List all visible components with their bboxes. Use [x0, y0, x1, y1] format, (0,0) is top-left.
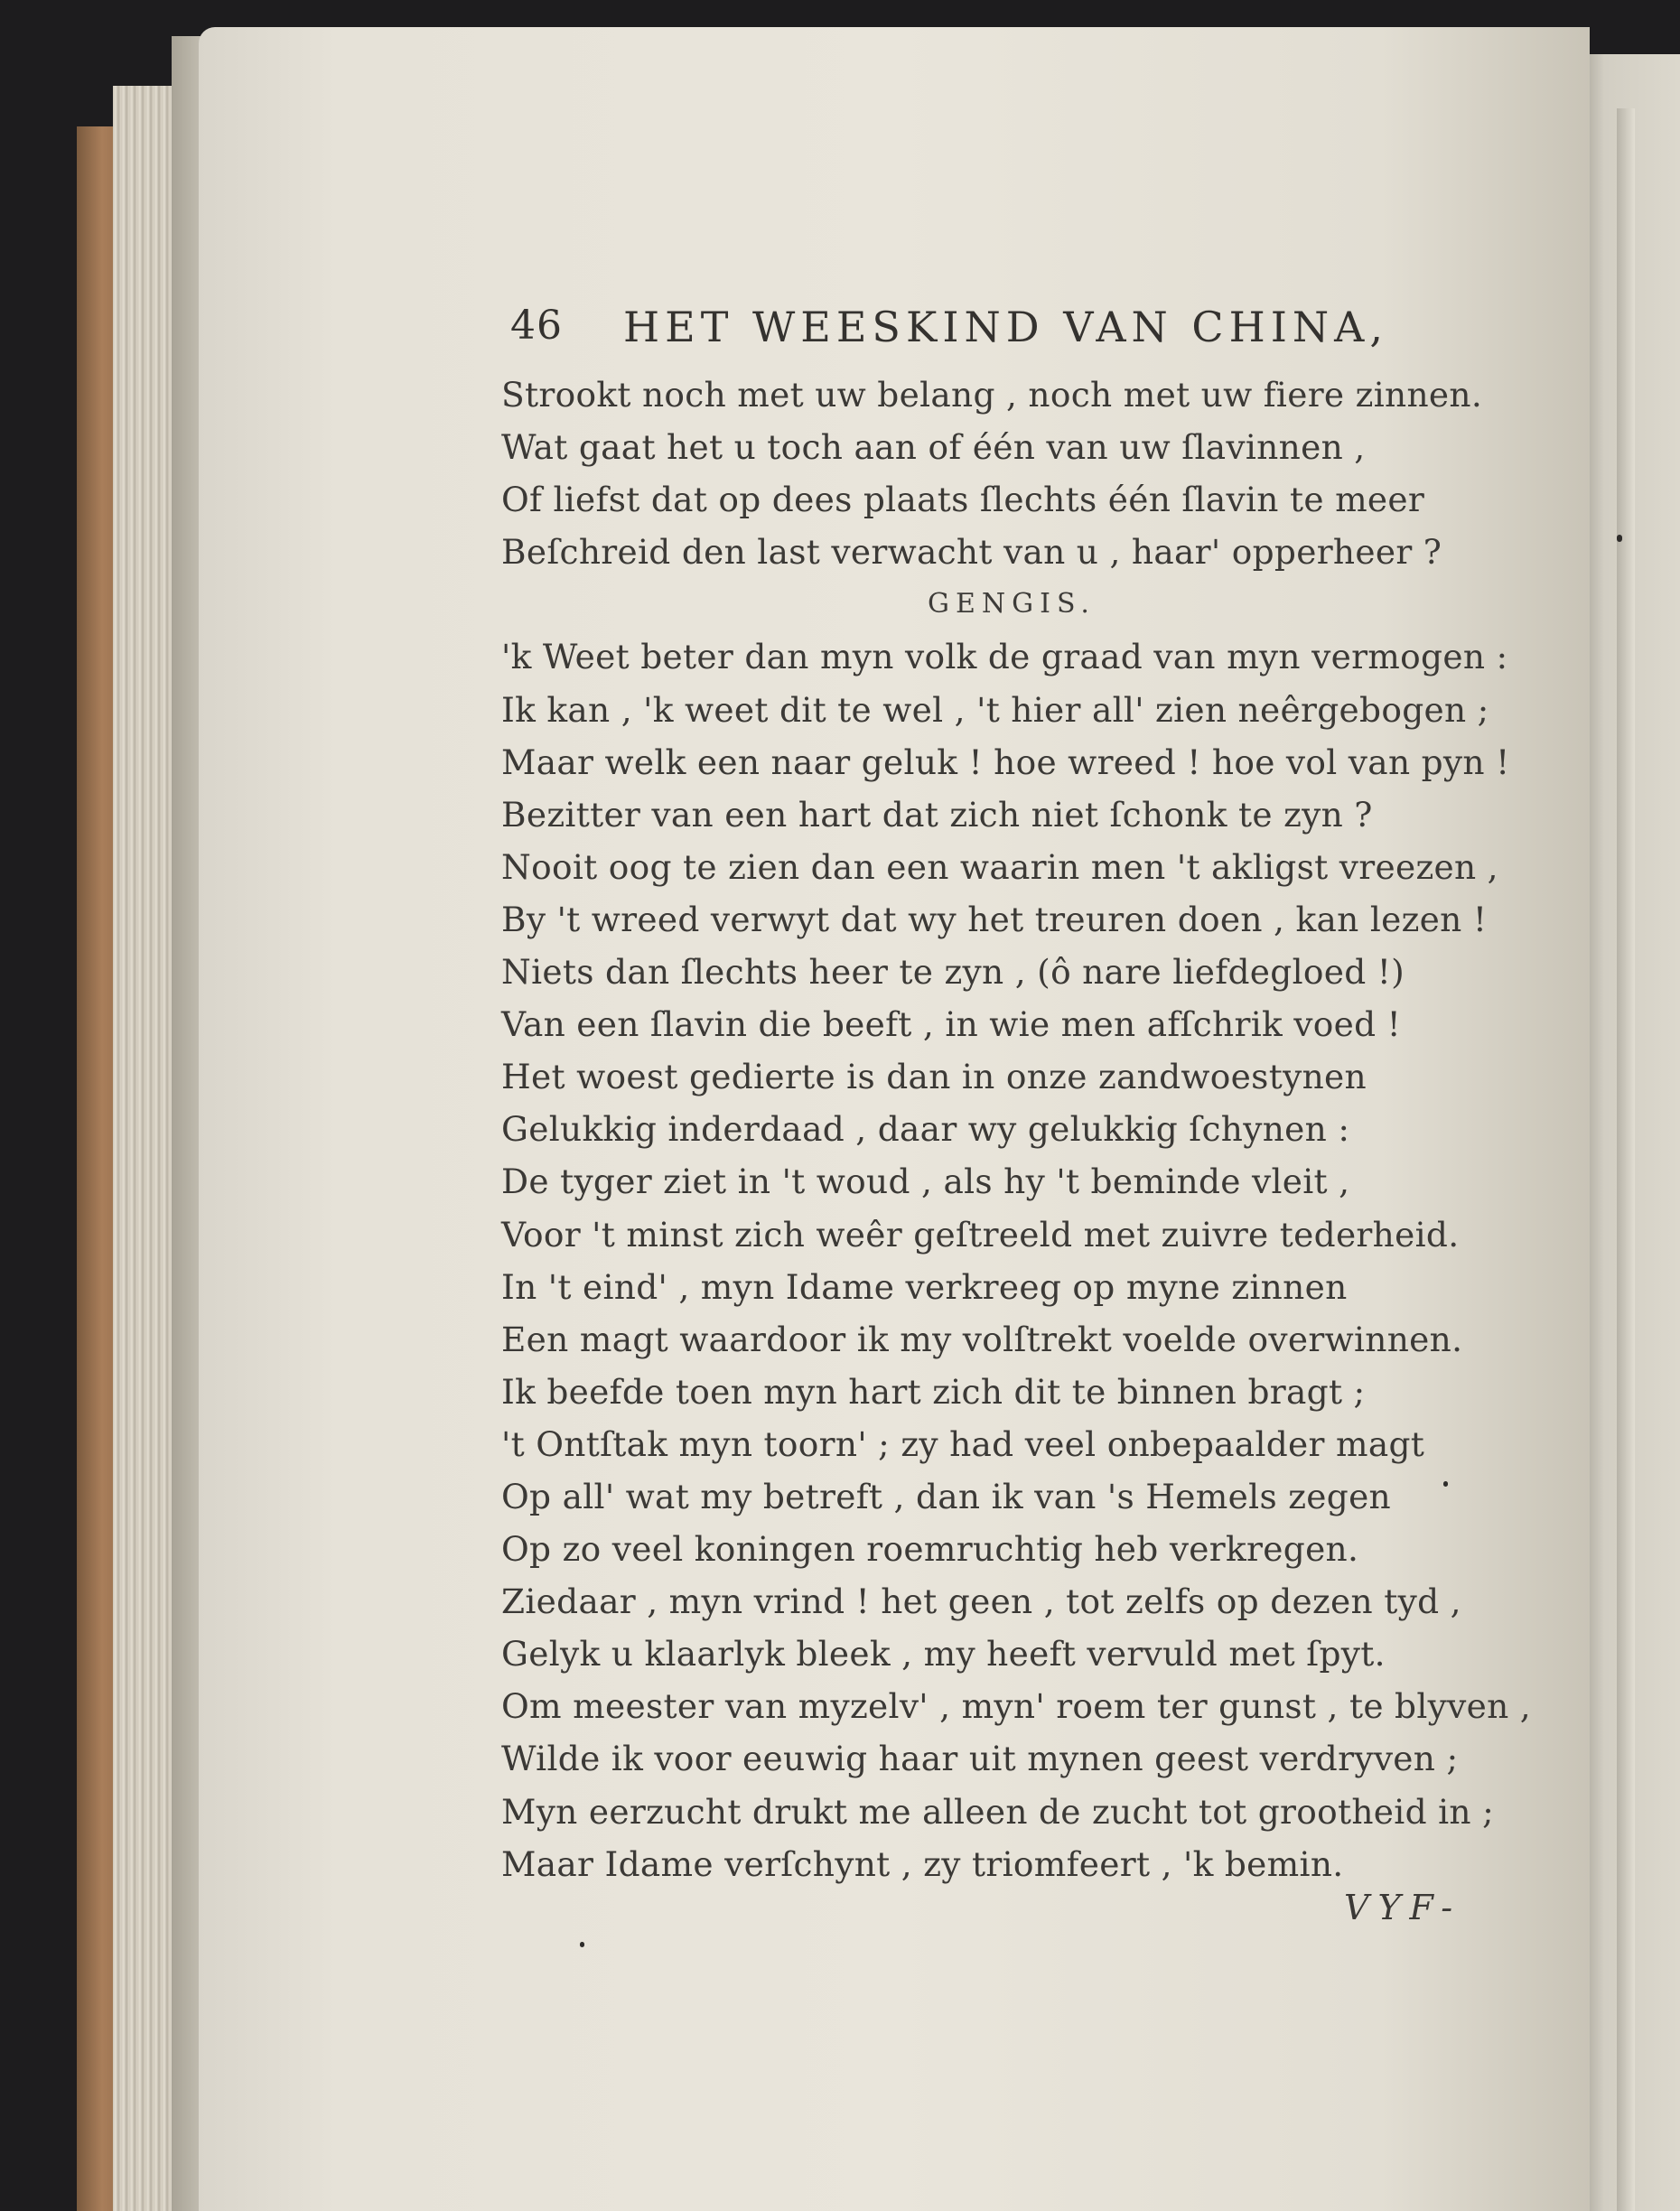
speaker-name: GENGIS. — [928, 588, 1096, 620]
verse-line: Myn eerzucht drukt me alleen de zucht tot grootheid in ; — [501, 1791, 1495, 1832]
ink-speck — [1443, 1481, 1448, 1487]
verse-line: Strookt noch met uw belang , noch met uw fiere zinnen. — [501, 375, 1483, 415]
verse-line: In 't eind' , myn Idame verkreeg op myne zinnen — [501, 1266, 1348, 1307]
facing-page-edge — [1617, 108, 1635, 2211]
verse-line: Ik kan , 'k weet dit te wel , 't hier all' zien neêrgebogen ; — [501, 689, 1489, 730]
verse-line: Wilde ik voor eeuwig haar uit mynen geest verdryven ; — [501, 1739, 1459, 1779]
page-number: 46 — [510, 303, 563, 349]
verse-line: Op zo veel koningen roemruchtig heb verkregen. — [501, 1529, 1359, 1570]
verse-line: Ziedaar , myn vrind ! het geen , tot zelfs op dezen tyd , — [501, 1581, 1461, 1622]
verse-line: Maar welk een naar geluk ! hoe wreed ! hoe vol van pyn ! — [501, 742, 1510, 782]
verse-line: Het woest gedierte is dan in onze zandwoestynen — [501, 1057, 1367, 1097]
verse-line: Op all' wat my betreft , dan ik van 's Hemels zegen — [501, 1476, 1392, 1516]
verse-line: Niets dan ſlechts heer te zyn , (ô nare liefdegloed !) — [501, 952, 1405, 993]
verse-line: Wat gaat het u toch aan of één van uw ſlavinnen , — [501, 427, 1366, 468]
running-title: HET WEESKIND VAN CHINA, — [623, 303, 1389, 351]
verse-line: Van een ſlavin die beeft , in wie men afſchrik voed ! — [501, 1004, 1401, 1045]
verse-line: Om meester van myzelv' , myn' roem ter gunst , te blyven , — [501, 1686, 1532, 1727]
verse-line: Een magt waardoor ik my volſtrekt voelde overwinnen. — [501, 1319, 1463, 1359]
page-header — [510, 303, 1441, 357]
verse-line: De tyger ziet in 't woud , als hy 't beminde vleit , — [501, 1161, 1350, 1202]
verse-line: Of liefst dat op dees plaats ſlechts één ſlavin te meer — [501, 480, 1425, 520]
verse-line: 't Ontſtak myn toorn' ; zy had veel onbepaalder magt — [501, 1423, 1425, 1464]
verse-line: By 't wreed verwyt dat wy het treuren doen , kan lezen ! — [501, 899, 1488, 939]
verse-line: Beſchreid den last verwacht van u , haar' opperheer ? — [501, 532, 1442, 573]
verse-line: 'k Weet beter dan myn volk de graad van myn vermogen : — [501, 637, 1508, 677]
ink-speck — [1617, 535, 1622, 542]
verse-line: Nooit oog te zien dan een waarin men 't akligst vreezen , — [501, 846, 1498, 887]
verse-line: Gelyk u klaarlyk bleek , my heeft vervuld met ſpyt. — [501, 1634, 1386, 1675]
verse-line: Voor 't minst zich weêr geſtreeld met zuivre tederheid. — [501, 1214, 1460, 1255]
verse-line: Bezitter van een hart dat zich niet ſchonk te zyn ? — [501, 794, 1373, 835]
verse-line: Gelukkig inderdaad , daar wy gelukkig ſchynen : — [501, 1109, 1350, 1150]
verse-lines — [501, 368, 1532, 1890]
verse-line: Ik beefde toen myn hart zich dit te binnen bragt ; — [501, 1371, 1366, 1412]
ink-speck — [580, 1942, 584, 1947]
verse-line: Maar Idame verſchynt , zy triomfeert , 'k bemin. — [501, 1843, 1344, 1884]
catchword: VYF- — [1344, 1888, 1462, 1927]
